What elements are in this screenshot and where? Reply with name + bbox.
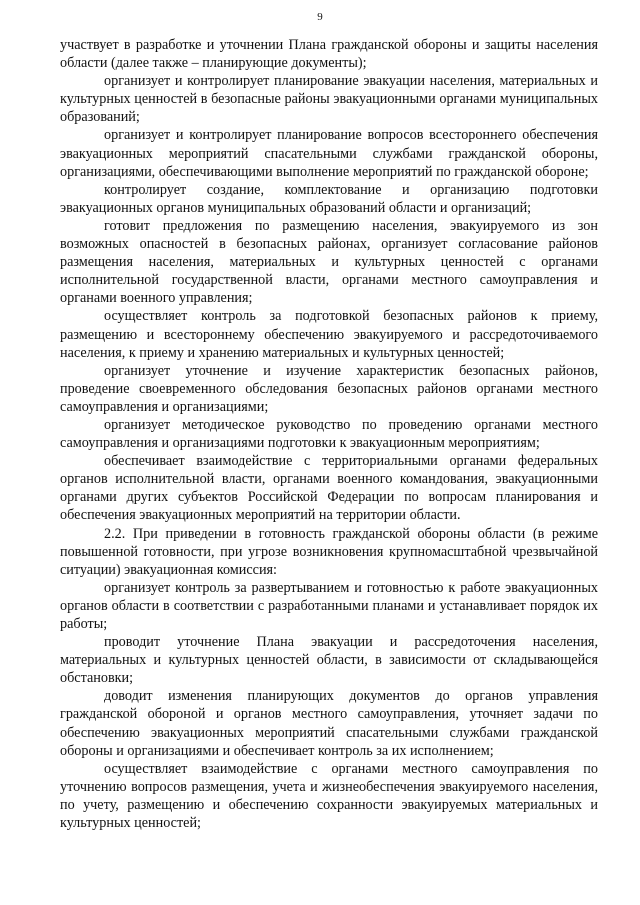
section-2-2-paragraph: 2.2. При приведении в готовность гражданской обороны области (в режиме повышенной готовности, при угрозе возникновения крупномасштабной чрезвычайной ситуации) эвакуационная комиссия: [60,525,598,578]
paragraph-12: проводит уточнение Плана эвакуации и рассредоточения населения, материальных и культурных ценностей области, в зависимости от складывающейся обстановки; [60,634,598,687]
paragraph-14: осуществляет взаимодействие с органами местного самоуправления по уточнению вопросов размещения, учета и жизнеобеспечения эвакуируемого населения, по учету, размещению и обеспечению сохранности эвакуируемых материальных и культурных ценностей; [60,760,598,832]
paragraph-2: организует и контролирует планирование эвакуации населения, материальных и культурных ценностей в безопасные районы эвакуационными органами муниципальных образований; [60,73,598,126]
paragraph-9: обеспечивает взаимодействие с территориальными органами федеральных органов исполнительной власти, органами военного командования, эвакуационными органами других субъектов Российской Федерации по вопросам планирования и обеспечения эвакуационных мероприятий на территории области. [60,453,598,524]
paragraph-8: организует методическое руководство по проведению органами местного самоуправления и организациями подготовки к эвакуационным мероприятиям; [60,416,598,452]
paragraph-11: организует контроль за развертыванием и готовностью к работе эвакуационных органов области в соответствии с разработанными планами и устанавливает порядок их работы; [60,579,598,632]
paragraph-1: участвует в разработке и уточнении Плана гражданской обороны и защиты населения области (далее также – планирующие документы); [60,37,598,72]
paragraph-5: готовит предложения по размещению населения, эвакуируемого из зон возможных опасностей в безопасных районах, организует согласование районов размещения населения, материальных и культурных ценностей с органами исполнительной государственной власти, органами местного самоуправления и органами военного управления; [60,217,598,307]
paragraph-7: организует уточнение и изучение характеристик безопасных районов, проведение своевременного обследования безопасных районов органами местного самоуправления и организациями; [60,362,598,415]
page-number: 9 [317,11,323,23]
paragraph-13: доводит изменения планирующих документов до органов управления гражданской обороной и органов местного самоуправления, уточняет задачи по обеспечению эвакуационных мероприятий спасательными службами гражданской обороны и организациями и обеспечивает контроль за их исполнением; [60,688,598,759]
body-text [60,36,598,832]
paragraph-3: организует и контролирует планирование вопросов всестороннего обеспечения эвакуационных мероприятий спасательными службами гражданской обороны, организациями, обеспечивающими выполнение мероприятий по гражданской обороне; [60,127,598,180]
paragraph-6: осуществляет контроль за подготовкой безопасных районов к приему, размещению и всестороннему обеспечению эвакуируемого и рассредоточиваемого населения, к приему и хранению материальных и культурных ценностей; [60,308,598,361]
paragraph-4: контролирует создание, комплектование и организацию подготовки эвакуационных органов муниципальных образований области и организаций; [60,181,598,216]
